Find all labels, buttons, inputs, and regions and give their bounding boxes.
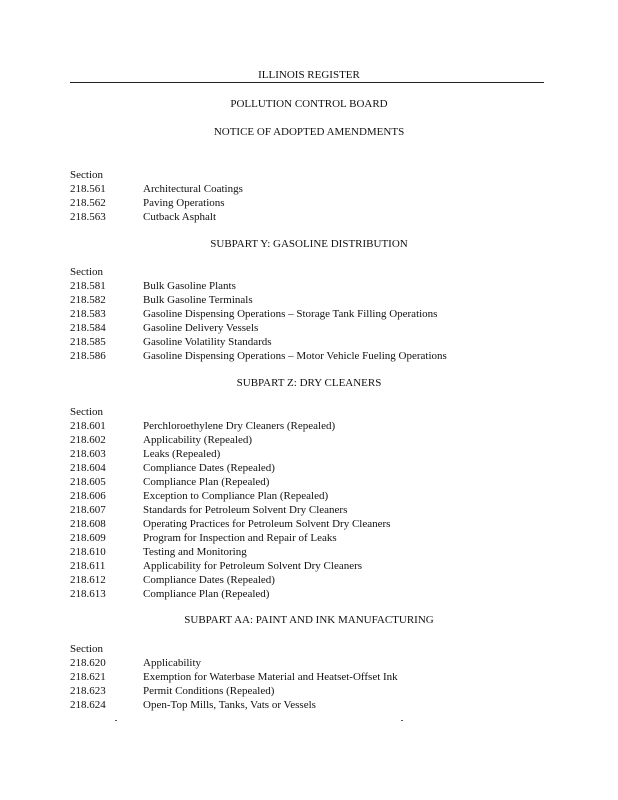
section-number: 218.562 [70,197,106,209]
section-number: 218.611 [70,560,106,572]
section-title: Architectural Coatings [143,183,243,195]
section-title: Exception to Compliance Plan (Repealed) [143,490,329,502]
section-title: Gasoline Dispensing Operations – Motor Vehicle Fueling Operations [143,350,447,362]
header-rule [70,82,544,83]
section-title: Gasoline Volatility Standards [143,336,272,348]
subpart-heading: SUBPART Z: DRY CLEANERS [236,377,382,389]
section-title: Applicability [143,657,202,669]
section-number: 218.603 [70,448,106,460]
section-label: Section [70,266,103,278]
section-label: Section [70,169,103,181]
scan-speck [115,720,117,721]
section-number: 218.609 [70,532,106,544]
section-number: 218.607 [70,504,106,516]
section-number: 218.606 [70,490,106,502]
section-title: Permit Conditions (Repealed) [143,685,275,697]
subpart-heading: SUBPART Y: GASOLINE DISTRIBUTION [210,238,408,250]
section-number: 218.604 [70,462,106,474]
section-number: 218.623 [70,685,106,697]
section-title: Compliance Dates (Repealed) [143,574,275,586]
section-number: 218.561 [70,183,106,195]
section-number: 218.584 [70,322,106,334]
section-number: 218.563 [70,211,106,223]
section-title: Leaks (Repealed) [143,448,221,460]
section-title: Exemption for Waterbase Material and Heatset-Offset Ink [143,671,398,683]
section-number: 218.602 [70,434,106,446]
section-title: Compliance Plan (Repealed) [143,588,270,600]
section-number: 218.620 [70,657,106,669]
section-number: 218.585 [70,336,106,348]
section-number: 218.581 [70,280,106,292]
section-title: Compliance Plan (Repealed) [143,476,270,488]
section-number: 218.624 [70,699,106,711]
section-number: 218.613 [70,588,106,600]
section-number: 218.582 [70,294,106,306]
section-title: Perchloroethylene Dry Cleaners (Repealed) [143,420,336,432]
subpart-heading: SUBPART AA: PAINT AND INK MANUFACTURING [184,614,434,626]
section-title: Applicability (Repealed) [143,434,253,446]
section-number: 218.601 [70,420,106,432]
agency-title: POLLUTION CONTROL BOARD [230,98,388,110]
section-number: 218.586 [70,350,106,362]
section-title: Open-Top Mills, Tanks, Vats or Vessels [143,699,316,711]
section-number: 218.608 [70,518,106,530]
section-title: Bulk Gasoline Terminals [143,294,253,306]
section-title: Standards for Petroleum Solvent Dry Cleaners [143,504,348,516]
section-number: 218.612 [70,574,106,586]
section-number: 218.583 [70,308,106,320]
section-title: Testing and Monitoring [143,546,247,558]
section-title: Applicability for Petroleum Solvent Dry Cleaners [143,560,363,572]
section-number: 218.610 [70,546,106,558]
scan-speck [401,720,403,721]
section-title: Bulk Gasoline Plants [143,280,236,292]
section-title: Program for Inspection and Repair of Leaks [143,532,337,544]
section-title: Gasoline Dispensing Operations – Storage Tank Filling Operations [143,308,438,320]
section-title: Cutback Asphalt [143,211,217,223]
section-title: Gasoline Delivery Vessels [143,322,259,334]
section-number: 218.621 [70,671,106,683]
section-title: Operating Practices for Petroleum Solvent Dry Cleaners [143,518,391,530]
section-number: 218.605 [70,476,106,488]
section-label: Section [70,406,103,418]
register-header: ILLINOIS REGISTER [258,69,360,81]
section-label: Section [70,643,103,655]
section-title: Compliance Dates (Repealed) [143,462,275,474]
section-title: Paving Operations [143,197,225,209]
notice-title: NOTICE OF ADOPTED AMENDMENTS [213,126,405,138]
